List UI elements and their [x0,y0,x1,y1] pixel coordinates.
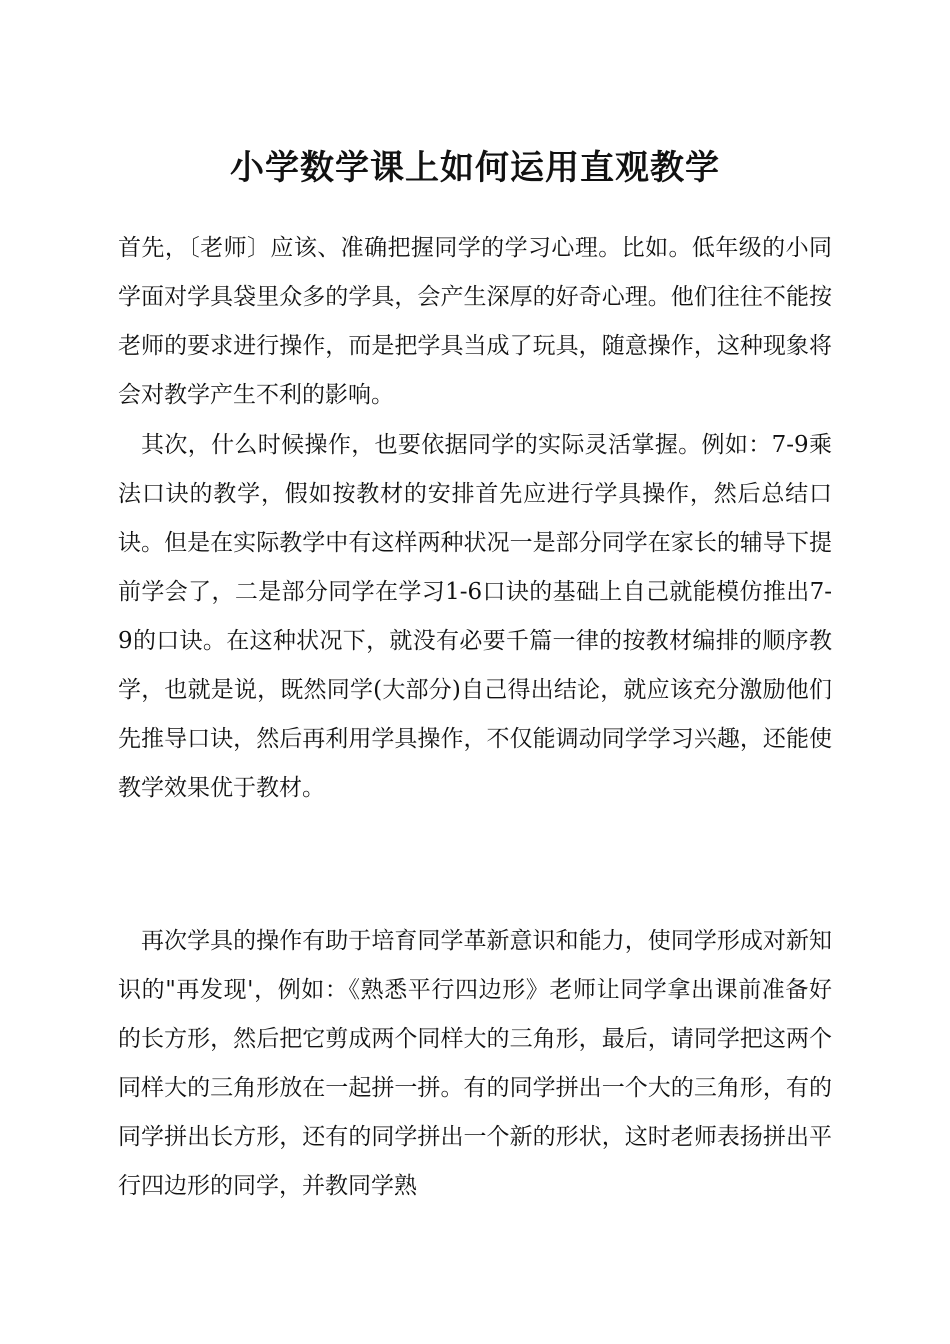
document-title: 小学数学课上如何运用直观教学 [230,148,720,188]
paragraph-3: 再次学具的操作有助于培育同学革新意识和能力，使同学形成对新知识的"再发现'，例如：《熟悉平行四边形》老师让同学拿出课前准备好的长方形，然后把它剪成两个同样大的三角形，最后，请同学把这两个同样大的三角形放在一起拼一拼。有的同学拼出一个大的三角形，有的同学拼出长方形，还有的同学拼出一个新的形状，这时老师表扬拼出平行四边形的同学，并教同学熟 [118,928,832,1199]
paragraph-1: 首先，〔老师〕应该、准确把握同学的学习心理。比如。低年级的小同学面对学具袋里众多的学具，会产生深厚的好奇心理。他们往往不能按老师的要求进行操作，而是把学具当成了玩具，随意操作，这种现象将会对教学产生不利的影响。 [118,235,832,408]
paragraph-2: 其次，什么时候操作，也要依据同学的实际灵活掌握。例如：7-9乘法口诀的教学，假如按教材的安排首先应进行学具操作，然后总结口诀。但是在实际教学中有这样两种状况一是部分同学在家长的辅导下提前学会了，二是部分同学在学习1-6口诀的基础上自己就能模仿推出7-9的口诀。在这种状况下，就没有必要千篇一律的按教材编排的顺序教学，也就是说，既然同学(大部分)自己得出结论，就应该充分激励他们先推导口诀，然后再利用学具操作，不仅能调动同学学习兴趣，还能使教学效果优于教材。 [118,432,832,801]
